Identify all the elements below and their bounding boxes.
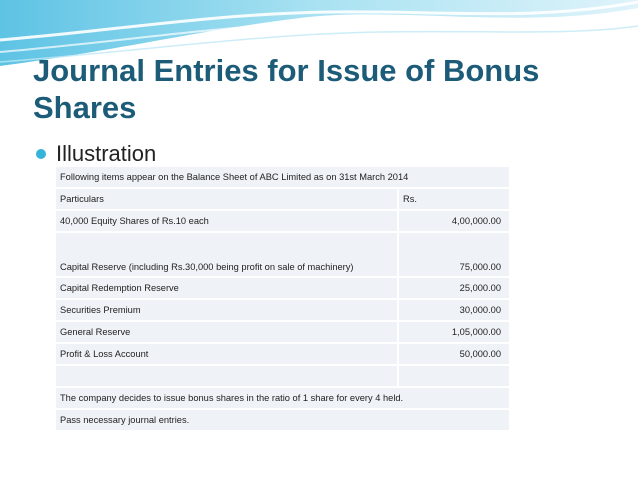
particulars-cell: General Reserve [56, 321, 398, 343]
table-row [56, 232, 509, 277]
table-row [56, 277, 509, 299]
particulars-cell: 40,000 Equity Shares of Rs.10 each [56, 210, 398, 232]
table-row [56, 299, 509, 321]
particulars-cell: Profit & Loss Account [56, 343, 398, 365]
note-text: The company decides to issue bonus shares in the ratio of 1 share for every 4 held. [56, 387, 509, 409]
empty-cell [56, 365, 398, 387]
table-row [56, 343, 509, 365]
empty-cell [398, 365, 509, 387]
table-row [56, 387, 509, 409]
table-row [56, 409, 509, 431]
amount-cell: 4,00,000.00 [398, 210, 509, 232]
bullet-item [36, 140, 156, 168]
instruction-text: Pass necessary journal entries. [56, 409, 509, 431]
table-row [56, 321, 509, 343]
bullet-text: Illustration [56, 141, 157, 166]
slide-title: Journal Entries for Issue of Bonus Shares [33, 53, 540, 125]
particulars-cell: Capital Reserve (including Rs.30,000 being profit on sale of machinery) [56, 232, 398, 277]
table-row-empty [56, 365, 509, 387]
intro-text: Following items appear on the Balance Sheet of ABC Limited as on 31st March 2014 [56, 167, 509, 188]
table-row [56, 167, 509, 188]
amount-cell: 1,05,000.00 [398, 321, 509, 343]
amount-header: Rs. [398, 188, 509, 210]
amount-cell: 30,000.00 [398, 299, 509, 321]
amount-cell: 50,000.00 [398, 343, 509, 365]
particulars-cell: Capital Redemption Reserve [56, 277, 398, 299]
table-row [56, 210, 509, 232]
bullet-dot-icon [36, 149, 46, 159]
balance-sheet-table [56, 167, 509, 432]
amount-cell: 25,000.00 [398, 277, 509, 299]
particulars-cell: Securities Premium [56, 299, 398, 321]
amount-cell: 75,000.00 [398, 232, 509, 277]
table-header-row [56, 188, 509, 210]
particulars-header: Particulars [56, 188, 398, 210]
